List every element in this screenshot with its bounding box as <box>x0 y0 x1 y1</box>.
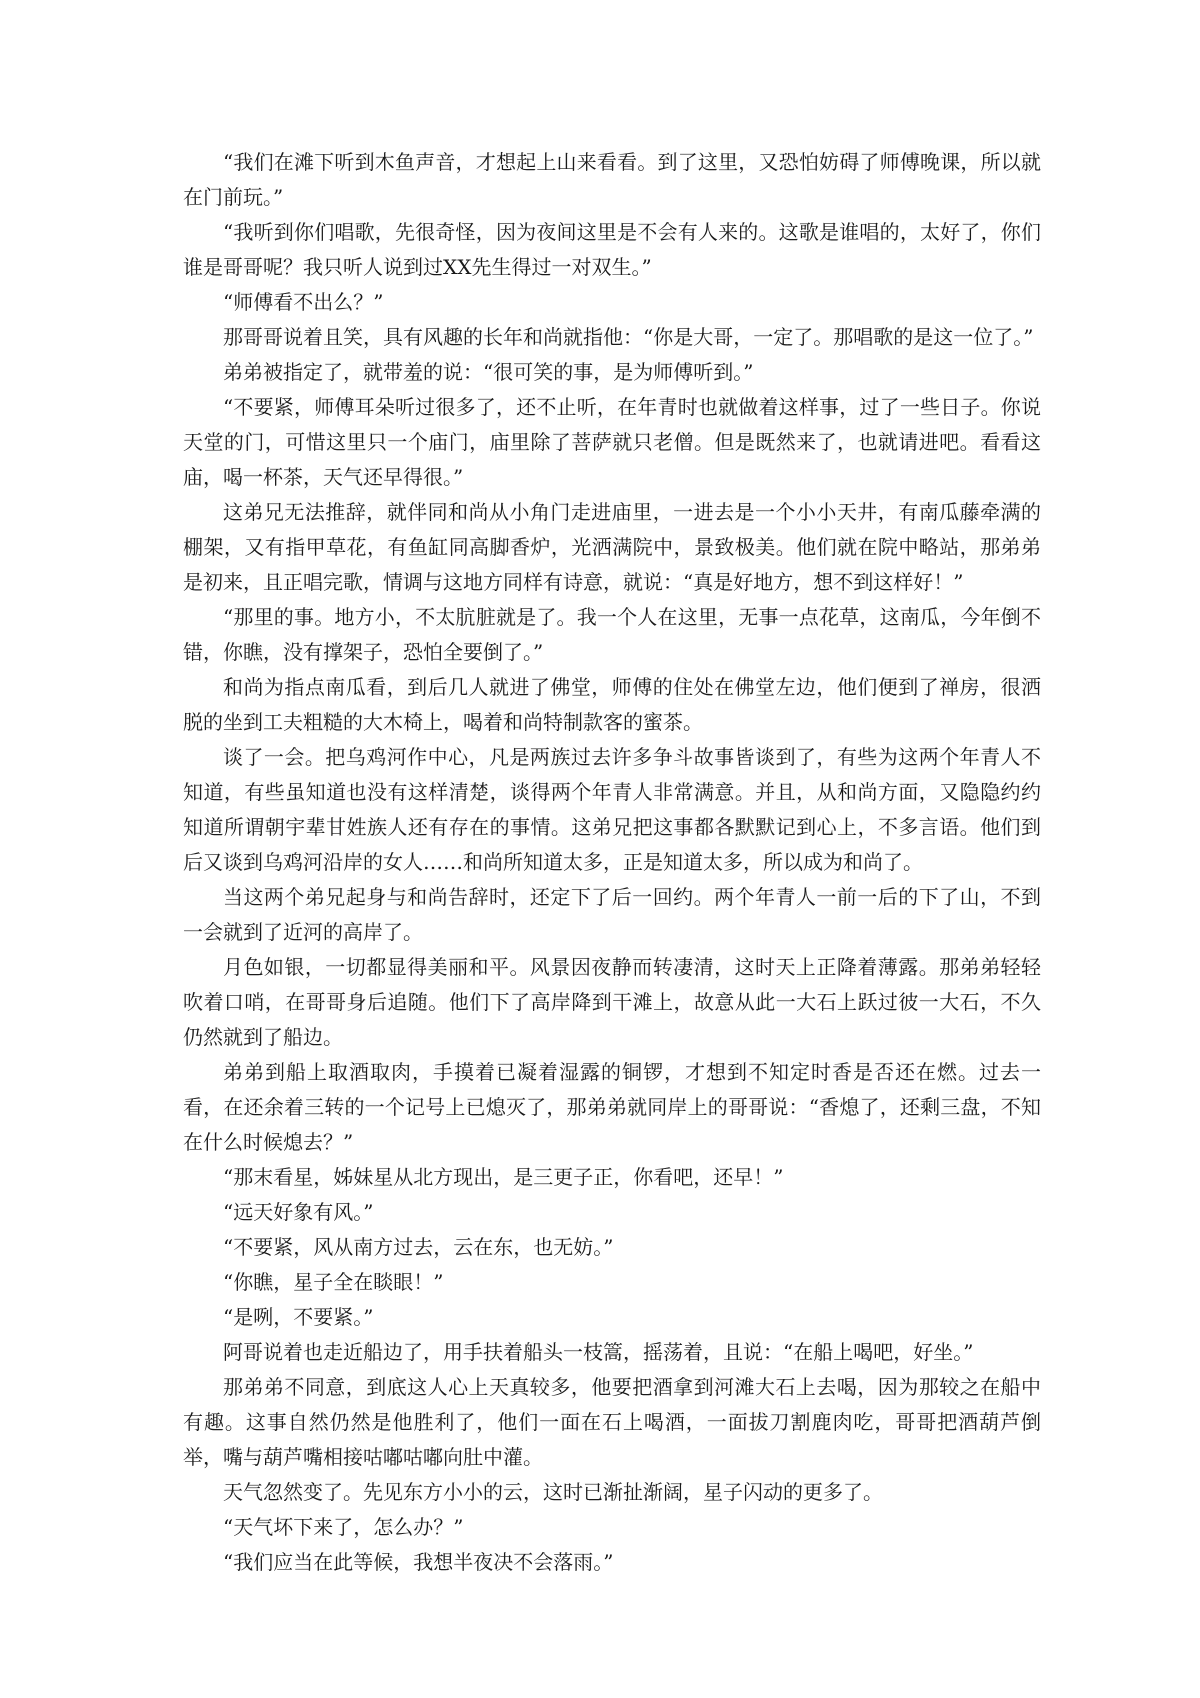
paragraph: 弟弟被指定了，就带羞的说：“很可笑的事，是为师傅听到。” <box>223 360 754 384</box>
document-body <box>183 145 1041 1580</box>
paragraph: “我们应当在此等候，我想半夜决不会落雨。” <box>223 1550 614 1574</box>
paragraph: 当这两个弟兄起身与和尚告辞时，还定下了后一回约。两个年青人一前一后的下了山，不到一会就到了近河的高岸了。 <box>183 885 1041 944</box>
paragraph: “不要紧，风从南方过去，云在东，也无妨。” <box>223 1235 614 1259</box>
paragraph: “不要紧，师傅耳朵听过很多了，还不止听，在年青时也就做着这样事，过了一些日子。你说天堂的门，可惜这里只一个庙门，庙里除了菩萨就只老僧。但是既然来了，也就请进吧。看看这庙，喝一杯茶，天气还早得很。” <box>183 395 1041 489</box>
paragraph: “师傅看不出么？” <box>223 290 384 314</box>
paragraph: “你瞧，星子全在睒眼！” <box>223 1270 444 1294</box>
paragraph: “天气坏下来了，怎么办？” <box>223 1515 464 1539</box>
paragraph: 那哥哥说着且笑，具有风趣的长年和尚就指他：“你是大哥，一定了。那唱歌的是这一位了。” <box>223 325 1034 349</box>
paragraph: “那里的事。地方小，不太肮脏就是了。我一个人在这里，无事一点花草，这南瓜，今年倒不错，你瞧，没有撑架子，恐怕全要倒了。” <box>183 605 1041 664</box>
paragraph: 这弟兄无法推辞，就伴同和尚从小角门走进庙里，一进去是一个小小天井，有南瓜藤牵满的棚架，又有指甲草花，有鱼缸同高脚香炉，光洒满院中，景致极美。他们就在院中略站，那弟弟是初来，且正唱完歌，情调与这地方同样有诗意，就说：“真是好地方，想不到这样好！” <box>183 500 1041 594</box>
paragraph: “我们在滩下听到木鱼声音，才想起上山来看看。到了这里，又恐怕妨碍了师傅晚课，所以就在门前玩。” <box>183 150 1041 209</box>
paragraph: 谈了一会。把乌鸡河作中心，凡是两族过去许多争斗故事皆谈到了，有些为这两个年青人不知道，有些虽知道也没有这样清楚，谈得两个年青人非常满意。并且，从和尚方面，又隐隐约约知道所谓朝宇辈甘姓族人还有存在的事情。这弟兄把这事都各默默记到心上，不多言语。他们到后又谈到乌鸡河沿岸的女人……和尚所知道太多，正是知道太多，所以成为和尚了。 <box>183 745 1041 874</box>
paragraph: 月色如银，一切都显得美丽和平。风景因夜静而转凄清，这时天上正降着薄露。那弟弟轻轻吹着口哨，在哥哥身后追随。他们下了高岸降到干滩上，故意从此一大石上跃过彼一大石，不久仍然就到了船边。 <box>183 955 1041 1049</box>
paragraph: 弟弟到船上取酒取肉，手摸着已凝着湿露的铜锣，才想到不知定时香是否还在燃。过去一看，在还余着三转的一个记号上已熄灭了，那弟弟就同岸上的哥哥说：“香熄了，还剩三盘，不知在什么时候熄去？” <box>183 1060 1041 1154</box>
paragraph: “我听到你们唱歌，先很奇怪，因为夜间这里是不会有人来的。这歌是谁唱的，太好了，你们谁是哥哥呢？我只听人说到过XX先生得过一对双生。” <box>183 220 1041 279</box>
paragraph: 天气忽然变了。先见东方小小的云，这时已渐扯渐阔，星子闪动的更多了。 <box>223 1480 883 1504</box>
paragraph: “是咧，不要紧。” <box>223 1305 374 1329</box>
paragraph: “那末看星，姊妹星从北方现出，是三更子正，你看吧，还早！” <box>223 1165 784 1189</box>
paragraph: 阿哥说着也走近船边了，用手扶着船头一枝篙，摇荡着，且说：“在船上喝吧，好坐。” <box>223 1340 974 1364</box>
paragraph: 和尚为指点南瓜看，到后几人就进了佛堂，师傅的住处在佛堂左边，他们便到了禅房，很洒脱的坐到工夫粗糙的大木椅上，喝着和尚特制款客的蜜茶。 <box>183 675 1041 734</box>
paragraph: 那弟弟不同意，到底这人心上天真较多，他要把酒拿到河滩大石上去喝，因为那较之在船中有趣。这事自然仍然是他胜利了，他们一面在石上喝酒，一面拔刀割鹿肉吃，哥哥把酒葫芦倒举，嘴与葫芦嘴相接咕嘟咕嘟向肚中灌。 <box>183 1375 1041 1469</box>
paragraph: “远天好象有风。” <box>223 1200 374 1224</box>
